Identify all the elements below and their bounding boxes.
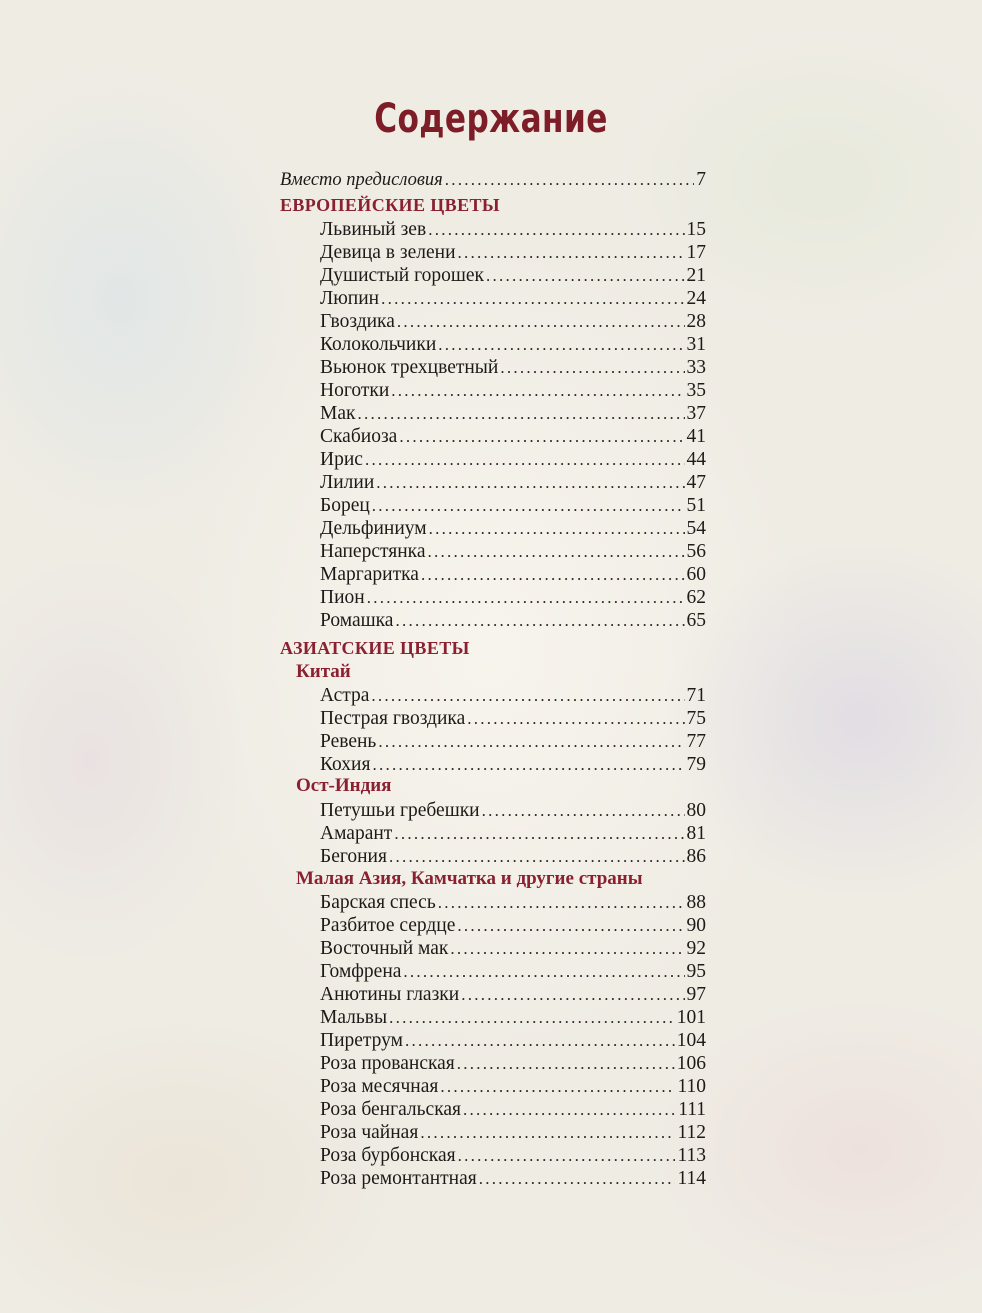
toc-entry-label: Ревень [320,731,377,752]
toc-entry-page: 75 [686,708,706,729]
toc-entry-page: 7 [696,169,706,190]
toc-entry[interactable] [320,333,706,356]
toc-entry-preface[interactable] [280,168,706,191]
toc-entry[interactable] [320,1006,706,1029]
toc-entry[interactable] [320,1144,706,1167]
toc-entry[interactable] [320,684,706,707]
toc-entry-page: 114 [677,1168,706,1189]
page-title: Содержание [374,96,608,142]
toc-entry-page: 54 [686,518,706,539]
dot-leader [479,1167,676,1190]
toc-entry[interactable] [320,218,706,241]
toc-entry-page: 17 [686,242,706,263]
dot-leader [500,356,684,379]
toc-entry[interactable] [320,379,706,402]
toc-entry-page: 60 [686,564,706,585]
dot-leader [427,540,684,563]
toc-entry[interactable] [320,914,706,937]
toc-entry-page: 47 [686,472,706,493]
toc-entry-page: 35 [686,380,706,401]
dot-leader [367,586,685,609]
section-heading-european: ЕВРОПЕЙСКИЕ ЦВЕТЫ [280,195,500,215]
dot-leader [428,218,684,241]
dot-leader [458,241,685,264]
toc-entry-page: 28 [686,311,706,332]
dot-leader [389,1006,675,1029]
dot-leader [371,684,684,707]
toc-entry-label: Лилии [320,472,375,493]
toc-entry-label: Бегония [320,846,387,867]
dot-leader [457,914,684,937]
toc-entry-page: 106 [676,1053,706,1074]
toc-entry-page: 88 [686,892,706,913]
toc-entry[interactable] [320,287,706,310]
toc-entry-label: Вьюнок трехцветный [320,357,499,378]
toc-entry-page: 33 [686,357,706,378]
dot-leader [445,168,694,191]
toc-entry-label: Роза чайная [320,1122,419,1143]
toc-entry-label: Роза прованская [320,1053,455,1074]
toc-entry[interactable] [320,356,706,379]
toc-entry[interactable] [320,448,706,471]
toc-entry-page: 21 [686,265,706,286]
toc-entry[interactable] [320,563,706,586]
toc-entry[interactable] [320,799,706,822]
toc-entry-label: Роза ремонтантная [320,1168,477,1189]
toc-entry-page: 113 [677,1145,706,1166]
toc-entry-page: 101 [676,1007,706,1028]
toc-entry-page: 110 [677,1076,706,1097]
toc-entry-label: Гвоздика [320,311,395,332]
toc-entry-page: 24 [686,288,706,309]
toc-entry-label: Анютины глазки [320,984,460,1005]
toc-entry[interactable] [320,1167,706,1190]
toc-entry[interactable] [320,891,706,914]
toc-entry-page: 90 [686,915,706,936]
dot-leader [461,983,684,1006]
toc-entry-label: Львиный зев [320,219,427,240]
toc-entry-page: 44 [686,449,706,470]
toc-entry[interactable] [320,241,706,264]
dot-leader [376,471,684,494]
dot-leader [389,845,685,868]
toc-entry-label: Мальвы [320,1007,388,1028]
dot-leader [486,264,685,287]
toc-entry-label: Астра [320,685,370,706]
dot-leader [397,310,685,333]
dot-leader [429,517,685,540]
dot-leader [403,960,684,983]
toc-entry[interactable] [320,517,706,540]
toc-entry-label: Люпин [320,288,380,309]
dot-leader [391,379,684,402]
toc-entry-label: Дельфиниум [320,518,427,539]
toc-entry-page: 62 [686,587,706,608]
toc-entry-label: Роза бурбонская [320,1145,456,1166]
toc-entry[interactable] [320,730,706,753]
toc-entry-label: Душистый горошек [320,265,484,286]
toc-entry-label: Пион [320,587,365,608]
dot-leader [458,1144,676,1167]
toc-entry[interactable] [320,937,706,960]
subsection-heading-asia-minor: Малая Азия, Камчатка и другие страны [296,868,643,889]
toc-entry-page: 41 [686,426,706,447]
toc-entry[interactable] [320,707,706,730]
toc-entry-page: 37 [686,403,706,424]
dot-leader [405,1029,675,1052]
toc-entry-label: Пиретрум [320,1030,404,1051]
toc-entry-label: Амарант [320,823,393,844]
toc-entry-label: Маргаритка [320,564,419,585]
toc-entry-page: 71 [686,685,706,706]
toc-entry-page: 79 [686,754,706,775]
toc-entry-label: Мак [320,403,356,424]
toc-entry-label: Борец [320,495,370,516]
toc-entry[interactable] [320,264,706,287]
toc-entry-label: Пестрая гвоздика [320,708,466,729]
toc-entry[interactable] [320,845,706,868]
dot-leader [394,822,684,845]
toc-entry[interactable] [320,425,706,448]
toc-entry[interactable] [320,983,706,1006]
toc-entry[interactable] [320,494,706,517]
toc-entry[interactable] [320,1029,706,1052]
toc-entry-page: 15 [686,219,706,240]
toc-entry-page: 86 [686,846,706,867]
dot-leader [378,730,684,753]
toc-entry-page: 80 [686,800,706,821]
toc-entry[interactable] [320,822,706,845]
toc-entry-label: Ноготки [320,380,390,401]
toc-entry[interactable] [320,402,706,425]
toc-entry-label: Кохия [320,754,371,775]
toc-entry-label: Восточный мак [320,938,449,959]
dot-leader [421,563,685,586]
toc-entry[interactable] [320,1121,706,1144]
dot-leader [357,402,684,425]
dot-leader [372,494,685,517]
toc-entry[interactable] [320,1075,706,1098]
toc-entry-page: 31 [686,334,706,355]
toc-entry-page: 97 [686,984,706,1005]
toc-entry-page: 65 [686,610,706,631]
dot-leader [381,287,684,310]
dot-leader [420,1121,675,1144]
dot-leader [440,1075,675,1098]
toc-entry-label: Петушьи гребешки [320,800,480,821]
toc-entry-label: Барская спесь [320,892,436,913]
dot-leader [463,1098,676,1121]
toc-entry-page: 56 [686,541,706,562]
dot-leader [399,425,684,448]
dot-leader [467,707,684,730]
toc-entry[interactable] [320,1098,706,1121]
subsection-heading-china: Китай [296,661,351,682]
toc-entry[interactable] [320,586,706,609]
toc-entry[interactable] [320,540,706,563]
toc-entry-label: Разбитое сердце [320,915,456,936]
toc-entry[interactable] [320,471,706,494]
subsection-heading-east-india: Ост-Индия [296,775,392,796]
toc-entry-label: Девица в зелени [320,242,456,263]
section-heading-asian: АЗИАТСКИЕ ЦВЕТЫ [280,638,470,658]
dot-leader [372,753,684,776]
toc-entry-page: 51 [686,495,706,516]
dot-leader [438,891,685,914]
dot-leader [457,1052,675,1075]
dot-leader [395,609,684,632]
toc-entry[interactable] [320,753,706,776]
dot-leader [365,448,685,471]
toc-entry-page: 104 [676,1030,706,1051]
toc-entry[interactable] [320,310,706,333]
toc-entry-label: Роза месячная [320,1076,439,1097]
toc-entry[interactable] [320,960,706,983]
toc-entry-page: 112 [677,1122,706,1143]
toc-entry[interactable] [320,1052,706,1075]
toc-entry-label: Вместо предисловия [280,170,443,190]
dot-leader [438,333,684,356]
toc-entry-label: Роза бенгальская [320,1099,462,1120]
toc-entry-page: 111 [678,1099,706,1120]
toc-entry-label: Ирис [320,449,363,470]
toc-entry-page: 77 [686,731,706,752]
toc-entry-label: Колокольчики [320,334,437,355]
toc-entry-page: 92 [686,938,706,959]
toc-entry-page: 81 [686,823,706,844]
dot-leader [450,937,684,960]
toc-entry-label: Ромашка [320,610,394,631]
toc-entry[interactable] [320,609,706,632]
toc-entry-label: Скабиоза [320,426,398,447]
toc-entry-label: Гомфрена [320,961,402,982]
toc-entry-label: Наперстянка [320,541,426,562]
toc-entry-page: 95 [686,961,706,982]
dot-leader [482,799,685,822]
